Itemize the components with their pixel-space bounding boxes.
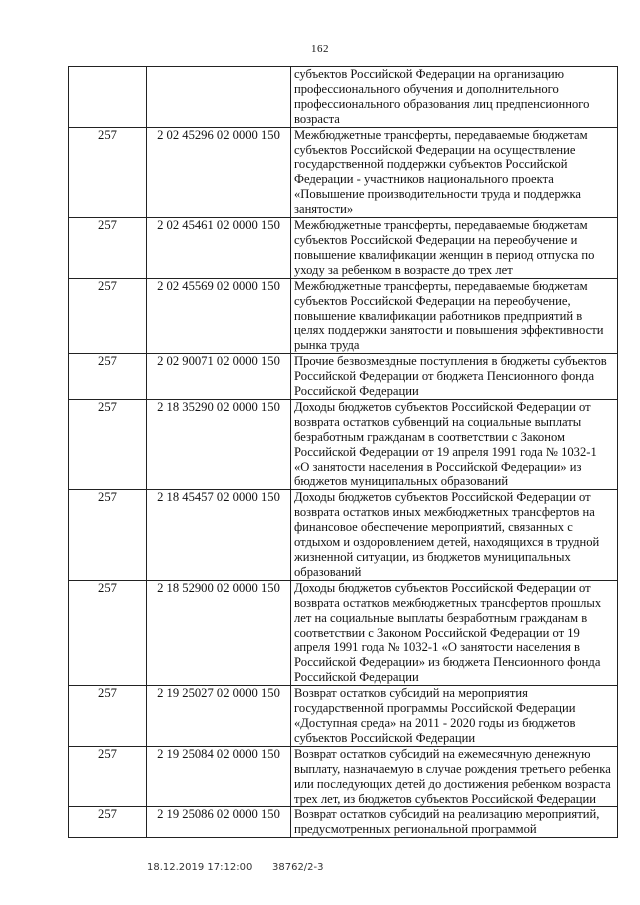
description-cell: Межбюджетные трансферты, передаваемые бюджетам субъектов Российской Федерации на переобучение, повышение квалификации работников предприятий в целях поддержки занятости и повышения эффективности рынка труда [291,278,618,354]
admin-code-cell: 257 [69,354,147,400]
table-row [69,399,618,489]
table-row [69,278,618,354]
budget-code-cell [147,67,291,128]
admin-code-cell: 257 [69,127,147,217]
table-row [69,354,618,400]
budget-code-cell: 2 02 45569 02 0000 150 [147,278,291,354]
budget-code-cell: 2 18 52900 02 0000 150 [147,580,291,685]
description-cell: Доходы бюджетов субъектов Российской Федерации от возврата остатков иных межбюджетных трансфертов на финансовое обеспечение мероприятий, связанных с отдыхом и оздоровлением детей, находящихся в трудной жизненной ситуации, из бюджетов муниципальных образований [291,490,618,580]
admin-code-cell: 257 [69,686,147,747]
table-row [69,746,618,807]
admin-code-cell: 257 [69,399,147,489]
budget-code-cell: 2 02 45296 02 0000 150 [147,127,291,217]
admin-code-cell: 257 [69,580,147,685]
admin-code-cell: 257 [69,218,147,279]
table-row [69,67,618,128]
table-row [69,218,618,279]
table-body [69,67,618,838]
budget-code-cell: 2 02 90071 02 0000 150 [147,354,291,400]
budget-code-cell: 2 02 45461 02 0000 150 [147,218,291,279]
page-number: 162 [311,43,329,55]
footer-datetime: 18.12.2019 17:12:00 [147,862,253,873]
admin-code-cell: 257 [69,278,147,354]
description-cell: Возврат остатков субсидий на мероприятия государственной программы Российской Федерации «Доступная среда» на 2011 - 2020 годы из бюджетов субъектов Российской Федерации [291,686,618,747]
budget-code-cell: 2 18 35290 02 0000 150 [147,399,291,489]
table-row [69,127,618,217]
admin-code-cell: 257 [69,807,147,838]
budget-code-cell: 2 19 25027 02 0000 150 [147,686,291,747]
description-cell: Доходы бюджетов субъектов Российской Федерации от возврата остатков субвенций на социальные выплаты безработным гражданам в соответствии с Законом Российской Федерации от 19 апреля 1991 года № 1032-1 «О занятости населения в Российской Федерации» из бюджетов муниципальных образований [291,399,618,489]
description-cell: Возврат остатков субсидий на реализацию мероприятий, предусмотренных региональной программой [291,807,618,838]
description-cell: Прочие безвозмездные поступления в бюджеты субъектов Российской Федерации от бюджета Пенсионного фонда Российской Федерации [291,354,618,400]
description-cell: Межбюджетные трансферты, передаваемые бюджетам субъектов Российской Федерации на переобучение и повышение квалификации женщин в период отпуска по уходу за ребенком в возрасте до трех лет [291,218,618,279]
description-cell: Межбюджетные трансферты, передаваемые бюджетам субъектов Российской Федерации на осуществление государственной поддержки субъектов Российской Федерации - участников национального проекта «Повышение производительности труда и поддержка занятости» [291,127,618,217]
description-cell: Доходы бюджетов субъектов Российской Федерации от возврата остатков межбюджетных трансфертов прошлых лет на социальные выплаты безработным гражданам в соответствии с Законом Российской Федерации от 19 апреля 1991 года № 1032-1 «О занятости населения в Российской Федерации» из бюджета Пенсионного фонда Российской Федерации [291,580,618,685]
description-cell: субъектов Российской Федерации на организацию профессионального обучения и дополнительного профессионального образования лиц предпенсионного возраста [291,67,618,128]
budget-codes-table [68,66,618,838]
description-cell: Возврат остатков субсидий на ежемесячную денежную выплату, назначаемую в случае рождения третьего ребенка или последующих детей до достижения ребенком возраста трех лет, из бюджетов субъектов Российской Федерации [291,746,618,807]
footer-doc-id: 38762/2-3 [272,862,324,873]
table-row [69,580,618,685]
admin-code-cell: 257 [69,490,147,580]
table-row [69,686,618,747]
table-row [69,490,618,580]
budget-code-cell: 2 18 45457 02 0000 150 [147,490,291,580]
admin-code-cell [69,67,147,128]
admin-code-cell: 257 [69,746,147,807]
budget-code-cell: 2 19 25084 02 0000 150 [147,746,291,807]
budget-code-cell: 2 19 25086 02 0000 150 [147,807,291,838]
table-row [69,807,618,838]
